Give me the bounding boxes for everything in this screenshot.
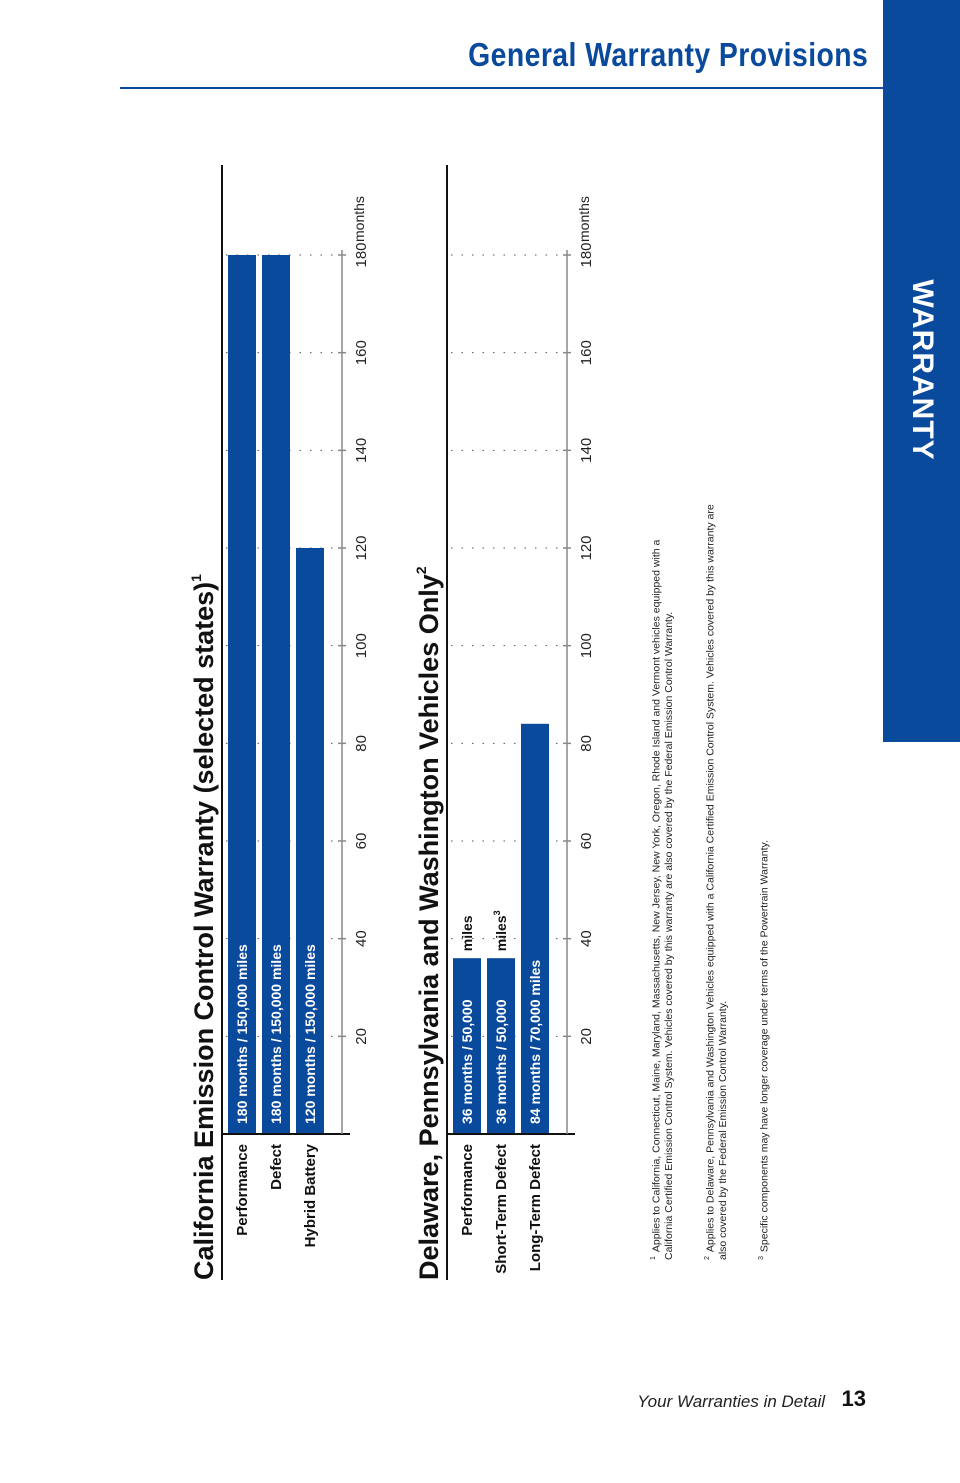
chart-title-footnote-mark: 2 — [413, 566, 429, 575]
x-tick-label: 20 — [353, 1027, 370, 1045]
bar-label: 120 months / 150,000 miles — [302, 944, 318, 1124]
bar-label-suffix — [459, 915, 475, 951]
side-tab — [883, 0, 960, 742]
x-tick-label: 120 — [353, 535, 370, 561]
x-tick-label: 80 — [353, 734, 370, 752]
page-number: 13 — [841, 1386, 866, 1411]
x-tick-label: 100 — [353, 633, 370, 659]
bar-label-suffix-text: miles — [459, 915, 475, 952]
bar-label: 36 months / 50,000 — [493, 999, 509, 1124]
x-tick-label: 60 — [353, 832, 370, 850]
footnote-2-text: Applies to Delaware, Pennsylvania and Washington Vehicles equipped with a California Certified Emission Control System. Vehicles covered by this warranty are also covered by the Federal Emission Control Warranty. — [704, 504, 729, 1260]
bar-label: 180 months / 150,000 miles — [268, 944, 284, 1124]
category-label: Defect — [268, 1144, 285, 1190]
rotated-content — [180, 90, 820, 1290]
side-tab-label: WARRANTY — [905, 279, 939, 461]
chart-title — [413, 566, 444, 1280]
axis-unit-label: months — [351, 196, 367, 242]
bar-label: 84 months / 70,000 miles — [527, 959, 543, 1124]
x-tick-label: 100 — [578, 633, 595, 659]
footnote-1-text: Applies to California, Connecticut, Maine, Maryland, Massachusetts, New Jersey, New York, Oregon, Rhode Island and Vermont vehicles equipped with a California Certified Emission Control System. Vehicles covered by this warranty are also covered by the Federal Emission Control Warranty. — [650, 539, 675, 1260]
x-tick-label: 80 — [578, 734, 595, 752]
footnote-1 — [648, 500, 675, 1260]
x-tick-label: 160 — [353, 340, 370, 366]
x-tick-label: 40 — [353, 930, 370, 948]
category-label: Hybrid Battery — [302, 1144, 319, 1248]
axis-unit-label: months — [576, 196, 592, 242]
bar-label-suffix — [492, 910, 509, 951]
footnote-1-number: 1 — [650, 1256, 657, 1260]
x-tick-label: 180 — [578, 242, 595, 268]
x-tick-label: 60 — [578, 832, 595, 850]
bar-label-suffix-text: miles — [493, 915, 509, 952]
x-tick-label: 140 — [353, 437, 370, 463]
category-label: Performance — [459, 1144, 476, 1236]
x-tick-label: 20 — [578, 1027, 595, 1045]
x-tick-label: 120 — [578, 535, 595, 561]
x-tick-label: 140 — [578, 437, 595, 463]
footnote-3 — [756, 500, 771, 1260]
footnote-2 — [702, 500, 729, 1260]
footer-text: Your Warranties in Detail — [637, 1392, 825, 1411]
title-divider — [120, 87, 883, 89]
footnote-3-number: 3 — [758, 1256, 765, 1260]
chart-title — [188, 574, 219, 1280]
footnote-3-text: Specific components may have longer coverage under terms of the Powertrain Warranty. — [758, 840, 771, 1253]
category-label: Short-Term Defect — [493, 1144, 510, 1274]
x-tick-label: 180 — [353, 242, 370, 268]
page-title: General Warranty Provisions — [467, 36, 868, 73]
category-label: Long-Term Defect — [527, 1144, 544, 1272]
category-label: Performance — [234, 1144, 251, 1236]
chart-title-text: California Emission Control Warranty (selected states) — [189, 581, 219, 1280]
chart-title-footnote-mark: 1 — [188, 574, 204, 582]
bar-label-footnote-mark: 3 — [492, 910, 502, 916]
x-tick-label: 160 — [578, 340, 595, 366]
bar-label: 36 months / 50,000 — [459, 999, 475, 1124]
x-tick-label: 40 — [578, 930, 595, 948]
chart-title-text: Delaware, Pennsylvania and Washington Vehicles Only — [414, 574, 444, 1280]
footnote-2-number: 2 — [704, 1256, 711, 1260]
bar-label: 180 months / 150,000 miles — [234, 944, 250, 1124]
